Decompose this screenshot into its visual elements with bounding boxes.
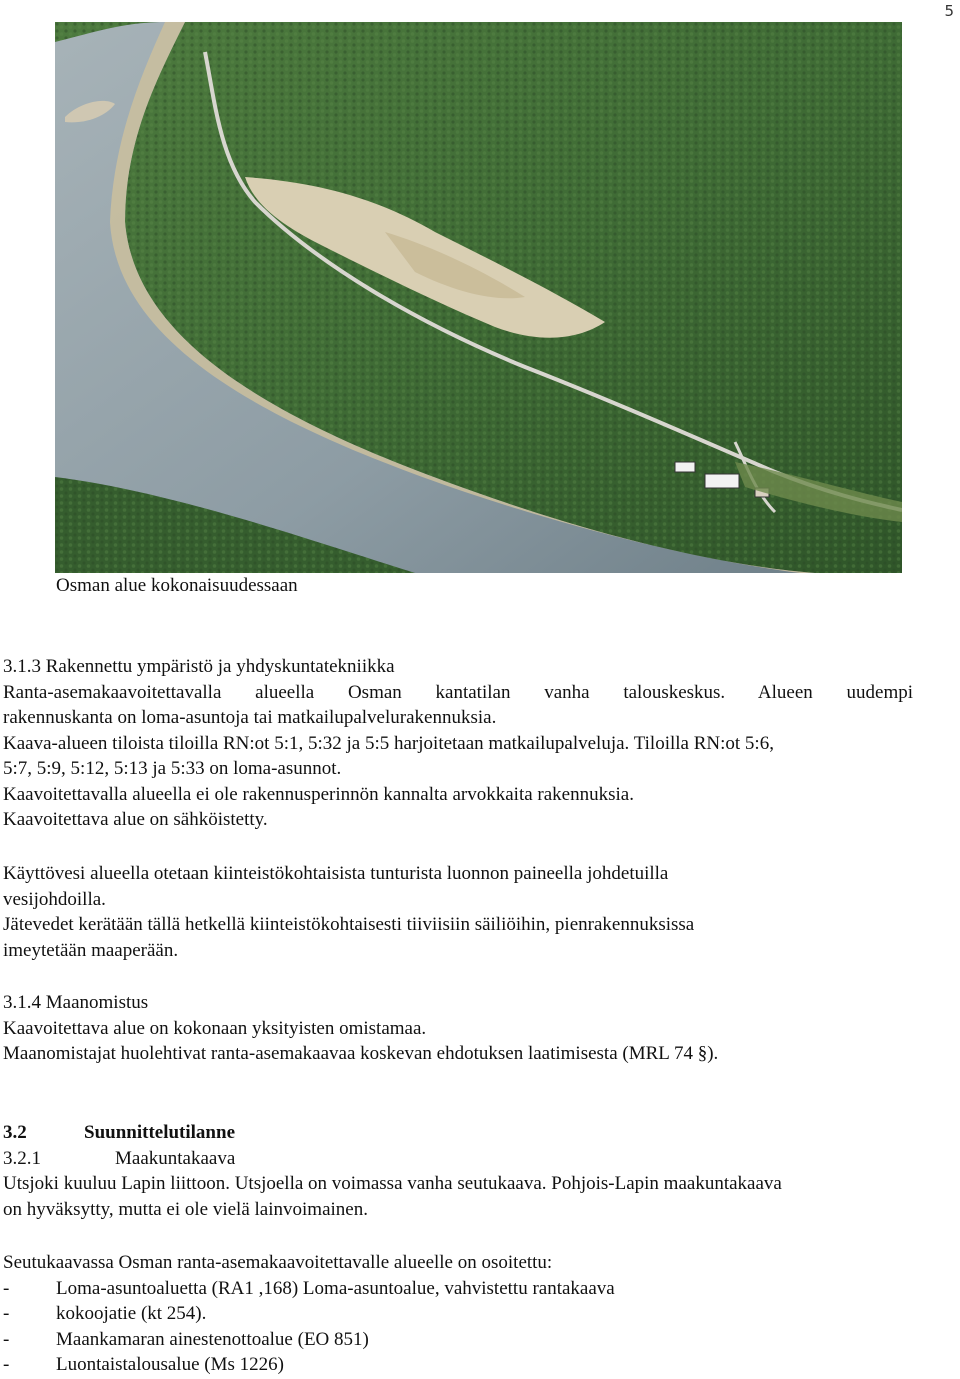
paragraph-line: Kaavoitettava alue on sähköistetty.: [3, 809, 268, 830]
paragraph-line: Kaavoitettavalla alueella ei ole rakennusperinnön kannalta arvokkaita rakennuksia.: [3, 783, 634, 805]
list-item: [3, 1276, 913, 1302]
aerial-landscape-image: [55, 22, 902, 573]
section-heading: [3, 1120, 913, 1146]
list-bullet: -: [3, 1303, 10, 1324]
paragraph-line: vesijohdoilla.: [3, 888, 106, 910]
paragraph-line: imeytetään maaperään.: [3, 939, 179, 961]
section-heading: 3.1.4 Maanomistus: [3, 992, 149, 1013]
list-item-text: Maankamaran ainestenottoalue (EO 851): [56, 1328, 369, 1350]
subsection-heading: [3, 1146, 913, 1172]
list-item: [3, 1352, 913, 1378]
list-item: [3, 1301, 913, 1327]
section-3-1-3-utilities: [3, 861, 913, 963]
paragraph-line: Maanomistajat huolehtivat ranta-asemakaavaa koskevan ehdotuksen laatimisesta (MRL 74 §).: [3, 1043, 719, 1064]
paragraph-line: 5:7, 5:9, 5:12, 5:13 ja 5:33 on loma-asunnot.: [3, 758, 342, 779]
paragraph-line: Seutukaavassa Osman ranta-asemakaavoitettavalle alueelle on osoitettu:: [3, 1252, 553, 1273]
paragraph-line: Ranta-asemakaavoitettavalla alueella Osman kantatilan vanha talouskeskus. Alueen uudempi: [3, 681, 913, 703]
paragraph-line: Kaava-alueen tiloista tiloilla RN:ot 5:1, 5:32 ja 5:5 harjoitetaan matkailupalveluja. Tiloilla RN:ot 5:6,: [3, 732, 774, 754]
paragraph-line: Käyttövesi alueella otetaan kiinteistökohtaisista tunturista luonnon paineella johdetuilla: [3, 863, 669, 884]
section-3-2-list-block: [3, 1250, 913, 1378]
page-number: 5: [944, 2, 954, 20]
section-3-1-4: [3, 990, 913, 1067]
list-item-text: Loma-asuntoaluetta (RA1 ,168) Loma-asuntoalue, vahvistettu rantakaava: [56, 1277, 615, 1299]
section-title: Suunnittelutilanne: [84, 1122, 235, 1143]
section-number: 3.2: [3, 1122, 27, 1143]
list-bullet: -: [3, 1354, 10, 1375]
aerial-photo: [55, 22, 902, 573]
list-bullet: -: [3, 1328, 10, 1350]
paragraph-line: Kaavoitettava alue on kokonaan yksityisten omistamaa.: [3, 1017, 427, 1039]
list-item: [3, 1327, 913, 1353]
paragraph-line: on hyväksytty, mutta ei ole vielä lainvoimainen.: [3, 1198, 368, 1220]
subsection-title: Maakuntakaava: [115, 1147, 236, 1169]
paragraph-line: Utsjoki kuuluu Lapin liittoon. Utsjoella on voimassa vanha seutukaava. Pohjois-Lapin maakuntakaava: [3, 1173, 782, 1194]
list-bullet: -: [3, 1277, 10, 1299]
photo-caption: Osman alue kokonaisuudessaan: [56, 575, 298, 596]
section-heading: 3.1.3 Rakennettu ympäristö ja yhdyskuntatekniikka: [3, 656, 395, 677]
subsection-number: 3.2.1: [3, 1147, 41, 1169]
list-item-text: kokoojatie (kt 254).: [56, 1303, 207, 1324]
section-3-2: [3, 1120, 913, 1222]
paragraph-line: Jätevedet kerätään tällä hetkellä kiinteistökohtaisesti tiiviisiin säiliöihin, pienrakennuksissa: [3, 914, 695, 935]
paragraph-line: rakennuskanta on loma-asuntoja tai matkailupalvelurakennuksia.: [3, 707, 497, 728]
section-3-1-3: [3, 654, 913, 833]
list-item-text: Luontaistalousalue (Ms 1226): [56, 1354, 284, 1375]
